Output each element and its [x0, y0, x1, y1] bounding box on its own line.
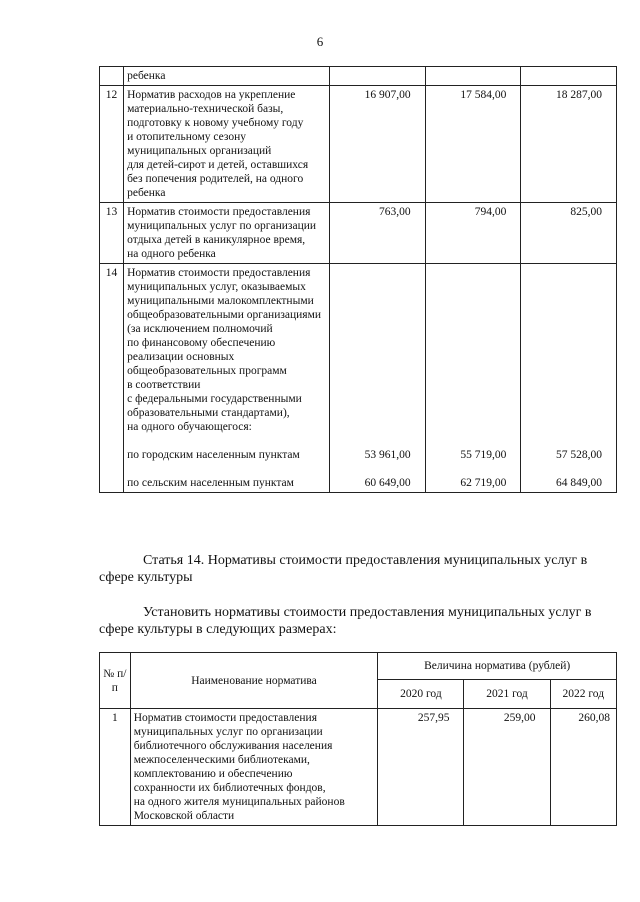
row-description: Норматив стоимости предоставления муниципальных услуг, оказываемых муниципальными малокомплектными общеобразовательными организациями (за исключением полномочий по финансовому обеспечению реализации основных общеобразовательных программ в соответствии с федеральными государственными образовательными стандартами), на одного обучающегося: по городским населенным пунктам по сельским населенным пунктам — [124, 264, 330, 493]
row-number: 12 — [100, 86, 124, 203]
value-2020: 53 961,00 60 649,00 — [330, 264, 426, 493]
table-row — [100, 86, 617, 203]
header-number: № п/п — [100, 653, 131, 709]
row-number: 14 — [100, 264, 124, 493]
table-header-row — [100, 653, 617, 680]
header-year-2020: 2020 год — [378, 680, 464, 709]
row-description: Норматив расходов на укрепление материально-технической базы, подготовку к новому учебному году и отопительному сезону муниципальных организаций для детей-сирот и детей, оставшихся без попечения родителей, на одного ребенка — [124, 86, 330, 203]
table-row — [100, 709, 617, 826]
value-2022: 18 287,00 — [521, 86, 617, 203]
value-2020: 257,95 — [378, 709, 464, 826]
header-name: Наименование норматива — [130, 653, 378, 709]
value-2021: 17 584,00 — [425, 86, 521, 203]
value-2020: 16 907,00 — [330, 86, 426, 203]
row-description: Норматив стоимости предоставления муниципальных услуг по организации библиотечного обслуживания населения межпоселенческими библиотеками, комплектованию и обеспечению сохранности их библиотечных фондов, на одного жителя муниципальных районов Московской области — [130, 709, 378, 826]
article-heading: Статья 14. Нормативы стоимости предоставления муниципальных услуг в сфере культуры — [99, 553, 588, 585]
intro-paragraph: Установить нормативы стоимости предоставления муниципальных услуг в сфере культуры в следующих размерах: — [99, 605, 592, 637]
header-year-2021: 2021 год — [464, 680, 550, 709]
table-row — [100, 203, 617, 264]
sub-label-rural: по сельским населенным пунктам — [127, 477, 294, 489]
header-year-2022: 2022 год — [550, 680, 616, 709]
value-2021: 794,00 — [425, 203, 521, 264]
row-description: Норматив стоимости предоставления муниципальных услуг по организации отдыха детей в каникулярное время, на одного ребенка — [124, 203, 330, 264]
value-2021: 259,00 — [464, 709, 550, 826]
table-row — [100, 264, 617, 493]
sub-label-urban: по городским населенным пунктам — [127, 449, 300, 461]
culture-norms-table — [99, 652, 617, 826]
value-2022: 57 528,00 64 849,00 — [521, 264, 617, 493]
value-2022: 825,00 — [521, 203, 617, 264]
row-number: 13 — [100, 203, 124, 264]
row-description: ребенка — [124, 67, 330, 86]
value-2020: 763,00 — [330, 203, 426, 264]
norms-table-continued — [99, 66, 617, 493]
header-value: Величина норматива (рублей) — [378, 653, 617, 680]
value-2021: 55 719,00 62 719,00 — [425, 264, 521, 493]
row-number: 1 — [100, 709, 131, 826]
table-row — [100, 67, 617, 86]
value-2022: 260,08 — [550, 709, 616, 826]
page-number: 6 — [316, 34, 324, 49]
